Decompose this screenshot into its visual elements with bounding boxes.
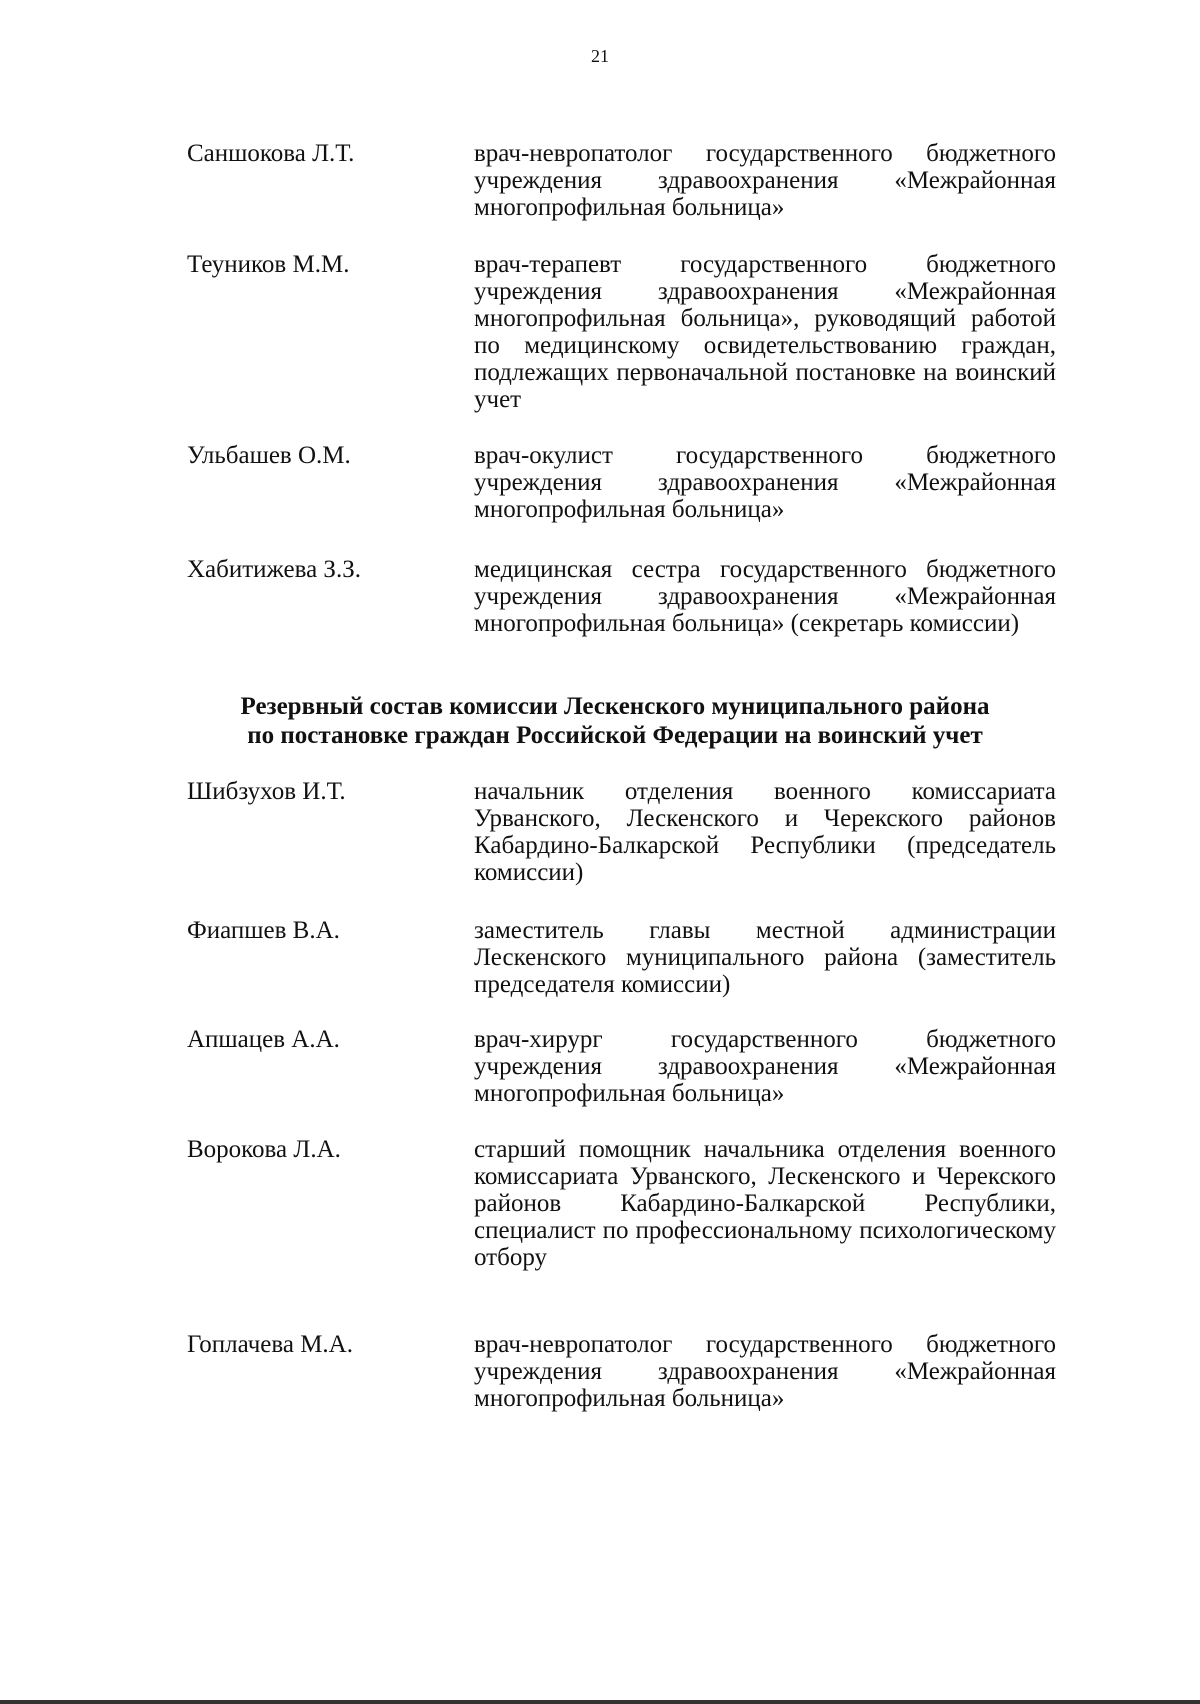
- page-number: 21: [591, 46, 609, 66]
- member-name: Саншокова Л.Т.: [187, 140, 355, 167]
- reserve-heading-line2: по постановке граждан Российской Федерации на воинский учет: [247, 722, 983, 749]
- reserve-member-name: Гоплачева М.А.: [187, 1331, 353, 1358]
- reserve-member-position: врач-хирург государственного бюджетного учреждения здравоохранения «Межрайонная многопрофильная больница»: [474, 1026, 1056, 1107]
- reserve-member-position: врач-невропатолог государственного бюджетного учреждения здравоохранения «Межрайонная многопрофильная больница»: [474, 1331, 1056, 1412]
- reserve-member-name: Шибзухов И.Т.: [187, 778, 346, 805]
- member-name: Ульбашев О.М.: [187, 442, 351, 469]
- member-name: Хабитижева З.З.: [187, 556, 361, 583]
- member-position: врач-окулист государственного бюджетного учреждения здравоохранения «Межрайонная многопрофильная больница»: [474, 442, 1056, 523]
- member-position: врач-невропатолог государственного бюджетного учреждения здравоохранения «Межрайонная многопрофильная больница»: [474, 140, 1056, 221]
- member-position: медицинская сестра государственного бюджетного учреждения здравоохранения «Межрайонная многопрофильная больница» (секретарь комиссии): [474, 556, 1056, 637]
- reserve-heading-line1: Резервный состав комиссии Лескенского муниципального района: [240, 693, 990, 720]
- reserve-heading: [150, 692, 1080, 750]
- reserve-member-name: Ворокова Л.А.: [187, 1136, 341, 1163]
- reserve-member-position: заместитель главы местной администрации Лескенского муниципального района (заместитель председателя комиссии): [474, 917, 1056, 998]
- reserve-member-position: старший помощник начальника отделения военного комиссариата Урванского, Лескенского и Черекского районов Кабардино-Балкарской Республики, специалист по профессиональному психологическому отбору: [474, 1136, 1056, 1271]
- member-position: врач-терапевт государственного бюджетного учреждения здравоохранения «Межрайонная многопрофильная больница», руководящий работой по медицинскому освидетельствованию граждан, подлежащих первоначальной постановке на воинский учет: [474, 251, 1056, 413]
- scan-edge-line: [0, 1700, 1200, 1704]
- member-name: Теуников М.М.: [187, 251, 350, 278]
- reserve-member-position: начальник отделения военного комиссариата Урванского, Лескенского и Черекского районов Кабардино-Балкарской Республики (председатель комиссии): [474, 778, 1056, 886]
- reserve-member-name: Апшацев А.А.: [187, 1026, 340, 1053]
- reserve-member-name: Фиапшев В.А.: [187, 917, 340, 944]
